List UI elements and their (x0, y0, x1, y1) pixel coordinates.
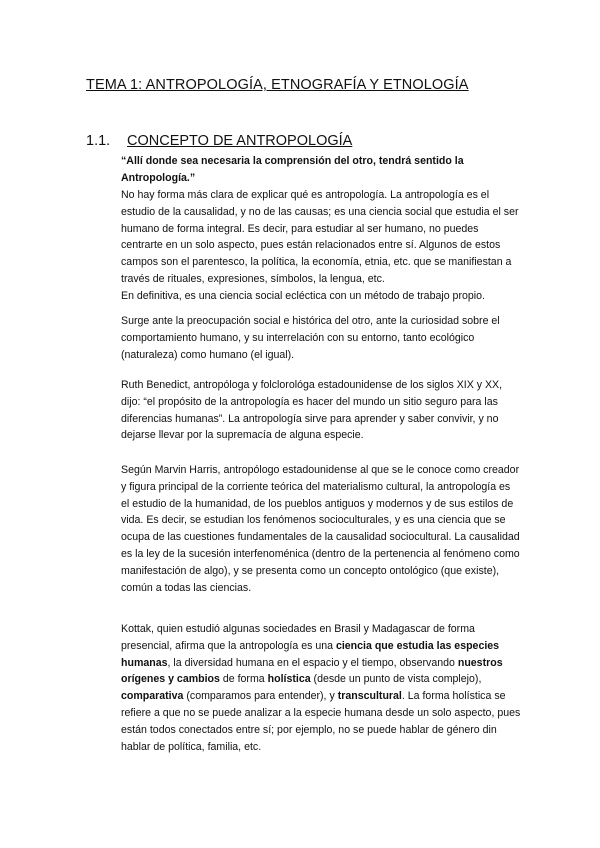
p5-bold-3: holística (267, 673, 311, 686)
p5-bold-1: ciencia que estudia las especies humanas (121, 639, 500, 669)
paragraph-1-conclusion: En definitiva, es una ciencia social ecléctica con un método de trabajo propio. (121, 289, 485, 302)
section-number: 1.1. (86, 133, 111, 149)
section-title: CONCEPTO DE ANTROPOLOGÍA (127, 133, 353, 149)
page-title: TEMA 1: ANTROPOLOGÍA, ETNOGRAFÍA Y ETNOLOGÍA (86, 77, 469, 93)
paragraph-3-text: Ruth Benedict, antropóloga y folclorológa estadounidense de los siglos XIX y XX, dijo: “el propósito de la antropología es hacer del mundo un sitio seguro para las diferencias humanas”. La antropología sirve para aprender y saber convivir, y no dejarse llevar por la supremacía de alguna especie. (121, 379, 503, 442)
paragraph-4 (121, 462, 521, 596)
p5-text-1: Kottak, quien estudió algunas sociedades en Brasil y Madagascar de forma presencial, afirma que la antropología es una (121, 623, 475, 652)
p5-bold-5: transcultural (337, 690, 402, 703)
p5-text-2: , la diversidad humana en el espacio y el tiempo, observando (167, 656, 458, 669)
paragraph-2-text: Surge ante la preocupación social e histórica del otro, ante la curiosidad sobre el comportamiento humano, y su interrelación con su entorno, tanto ecológico (naturaleza) como humano (el igual). (121, 315, 500, 361)
paragraph-1 (121, 187, 521, 305)
section-heading (86, 133, 352, 149)
quote-block (121, 153, 521, 187)
p5-bold-4: comparativa (121, 690, 184, 703)
paragraph-1-text: No hay forma más clara de explicar qué es antropología. La antropología es el estudio de la causalidad, y no de las causas; es una ciencia social que estudia el ser humano de forma integral. Es decir, para estudiar al ser humano, no puedes centrarte en un solo aspecto, pues están relacionados entre sí. Algunos de estos campos son el parentesco, la política, la economía, etnia, etc. que se manifiestan a través de rituales, expresiones, símbolos, la lengua, etc. (121, 189, 519, 285)
paragraph-4-text: Según Marvin Harris, antropólogo estadounidense al que se le conoce como creador y figura principal de la corriente teórica del materialismo cultural, la antropología es el estudio de la humanidad, de los pueblos antiguos y modernos y de sus estilos de vida. Es decir, se estudian los fenómenos socioculturales, y es una ciencia que se ocupa de las cuestiones fundamentales de la causalidad sociocultural. La causalidad es la ley de la sucesión interfenoménica (dentro de la pertenencia al fenómeno como manifestación de algo), y se presenta como un concepto ontológico (que existe), común a todas las ciencias. (121, 464, 520, 594)
p5-bold-2: nuestros orígenes y cambios (121, 656, 503, 686)
paragraph-2 (121, 313, 521, 363)
p5-text-6: . La forma holística se refiere a que no se puede analizar a la especie humana desde un solo aspecto, pues están todos conectados entre sí; por ejemplo, no se puede hablar de género din hablar de política, familia, etc. (121, 690, 521, 753)
paragraph-5-text (121, 621, 521, 755)
quote-text: “Allí donde sea necesaria la comprensión del otro, tendrá sentido la Antropología.” (121, 155, 464, 184)
paragraph-3 (121, 377, 521, 444)
p5-text-3: de forma (219, 673, 268, 686)
p5-text-4: (desde un punto de vista complejo), (310, 673, 482, 686)
paragraph-5 (121, 621, 521, 755)
p5-text-5: (comparamos para entender), y (183, 690, 338, 703)
